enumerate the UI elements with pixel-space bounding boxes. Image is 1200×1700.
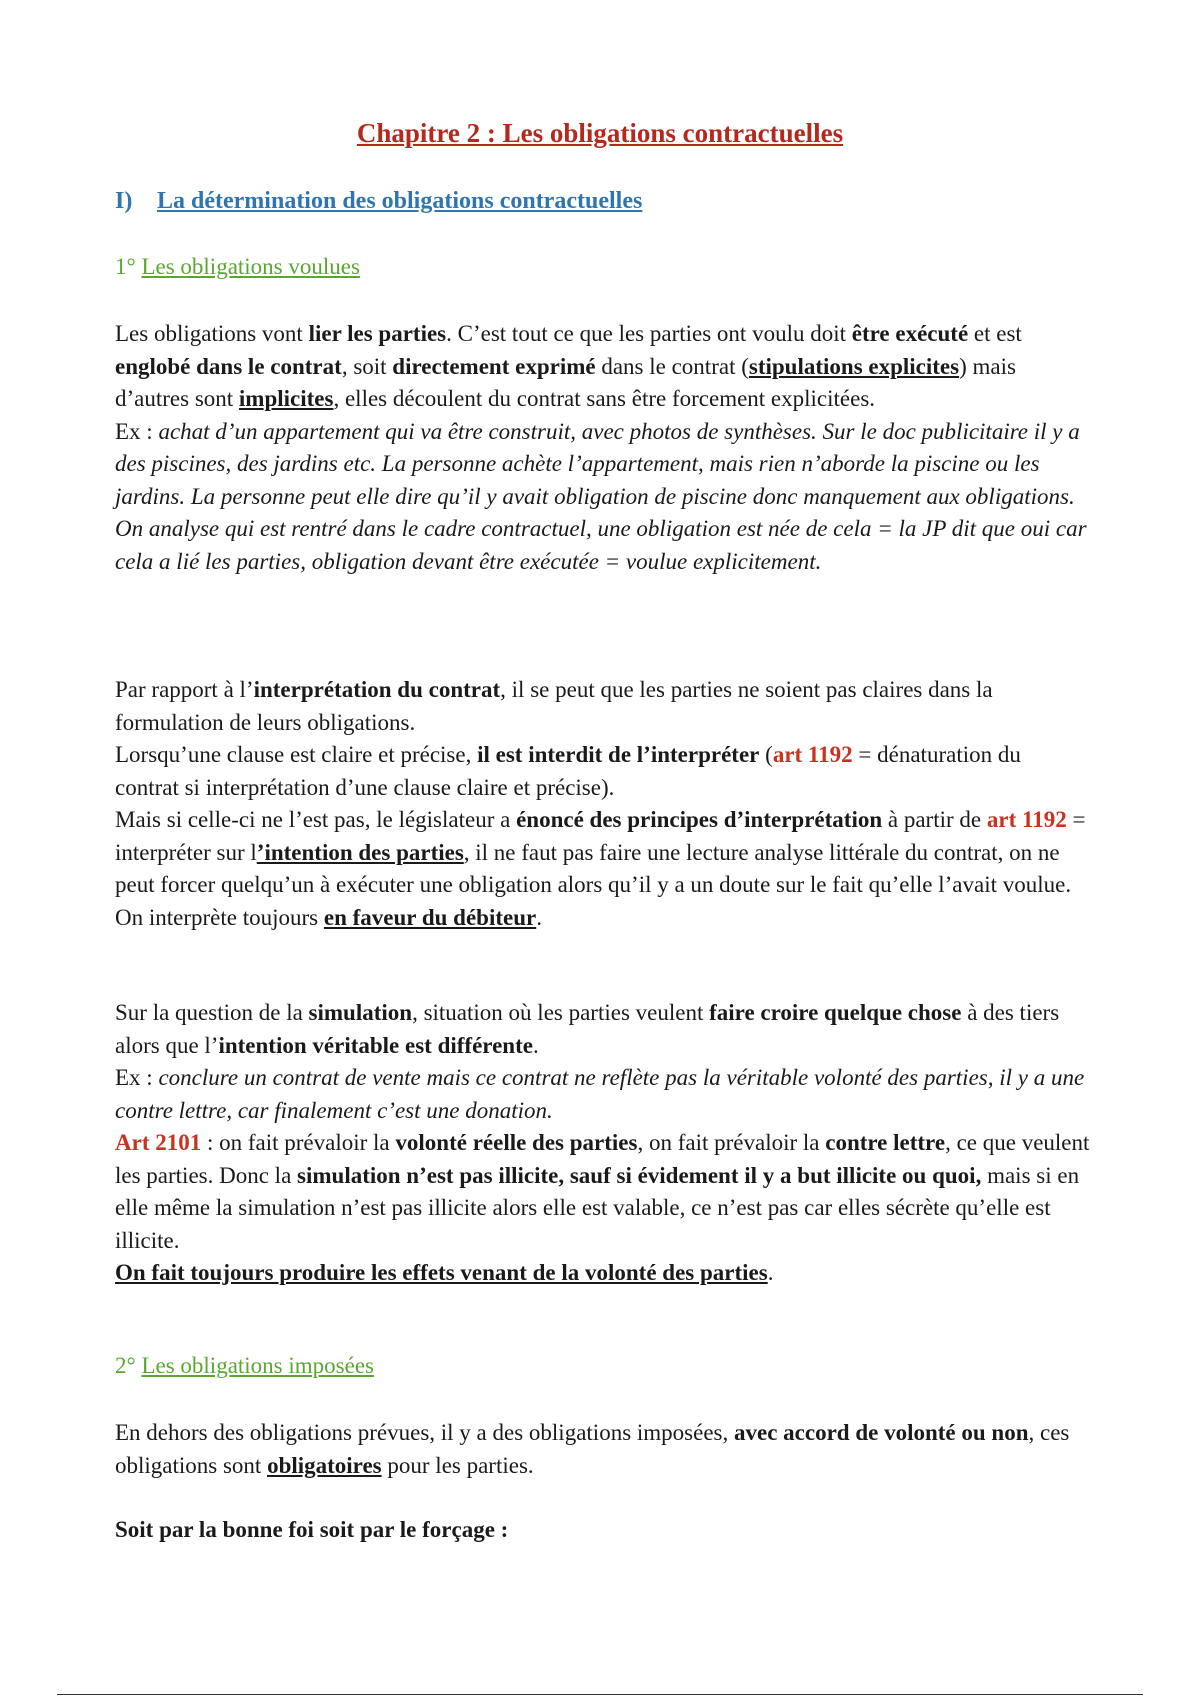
- article-reference: art 1192: [772, 742, 853, 767]
- subsection-number: 1°: [115, 254, 136, 279]
- text-paragraph: On fait toujours produire les effets venant de la volonté des parties.: [115, 1260, 774, 1285]
- text-paragraph: Mais si celle-ci ne l’est pas, le législateur a énoncé des principes d’interprétation à partir de art 1192 = interpréter sur l’intention des parties, il ne faut pas faire une lecture analyse littérale du contrat, on ne peut forcer quelqu’un à exécuter une obligation alors qu’il y a un doute sur le fait qu’elle l’avait voulue.: [115, 807, 1086, 897]
- section-heading: [115, 188, 642, 215]
- text-paragraph: Les obligations vont lier les parties. C’est tout ce que les parties ont voulu doit être exécuté et est englobé dans le contrat, soit directement exprimé dans le contrat (stipulations explicites) mais d’autres sont implicites, elles découlent du contrat sans être forcement explicitées.: [115, 321, 1022, 411]
- text-paragraph: En dehors des obligations prévues, il y a des obligations imposées, avec accord de volonté ou non, ces obligations sont obligatoires pour les parties.: [115, 1420, 1070, 1478]
- paragraph-obligations-imposees: [115, 1417, 1090, 1482]
- text-paragraph: Art 2101 : on fait prévaloir la volonté réelle des parties, on fait prévaloir la contre lettre, ce que veulent les parties. Donc la simulation n’est pas illicite, sauf si évidement il y a but illicite ou quoi, mais si en elle même la simulation n’est pas illicite alors elle est valable, ce n’est pas car elles sécrète qu’elle est illicite.: [115, 1130, 1090, 1253]
- footer-divider: [57, 1694, 1143, 1695]
- paragraph-bonne-foi: [115, 1514, 1090, 1547]
- text-paragraph: On interprète toujours en faveur du débiteur.: [115, 904, 542, 930]
- subsection-title: Les obligations imposées: [141, 1353, 374, 1378]
- subsection-title: Les obligations voulues: [141, 254, 360, 279]
- subsection-number: 2°: [115, 1353, 136, 1378]
- subsection-heading-2: [115, 1353, 374, 1379]
- section-number: I): [115, 188, 133, 214]
- text-paragraph: Sur la question de la simulation, situation où les parties veulent faire croire quelque chose à des tiers alors que l’intention véritable est différente.: [115, 1000, 1060, 1058]
- paragraph-simulation: [115, 997, 1090, 1290]
- article-reference: art 1192: [986, 807, 1067, 832]
- example-paragraph: Ex : achat d’un appartement qui va être construit, avec photos de synthèses. Sur le doc publicitaire il y a des piscines, des jardins etc. La personne achète l’appartement, mais rien n’aborde la piscine ou les jardins. La personne peut elle dire qu’il y avait obligation de piscine donc manquement aux obligations. On analyse qui est rentré dans le cadre contractuel, une obligation est née de cela = la JP dit que oui car cela a lié les parties, obligation devant être exécutée = voulue explicitement.: [115, 418, 1087, 574]
- section-title: La détermination des obligations contractuelles: [157, 188, 643, 214]
- text-paragraph: Soit par la bonne foi soit par le forçage :: [115, 1517, 509, 1542]
- subsection-heading-1: [115, 254, 360, 280]
- chapter-title: Chapitre 2 : Les obligations contractuelles: [356, 118, 844, 148]
- paragraph-interpretation: [115, 674, 1090, 934]
- example-paragraph: Ex : conclure un contrat de vente mais ce contrat ne reflète pas la véritable volonté des parties, il y a une contre lettre, car finalement c’est une donation.: [115, 1065, 1085, 1123]
- text-paragraph: Lorsqu’une clause est claire et précise, il est interdit de l’interpréter (art 1192 = dénaturation du contrat si interprétation d’une clause claire et précise).: [115, 742, 1021, 800]
- text-paragraph: Par rapport à l’interprétation du contrat, il se peut que les parties ne soient pas claires dans la formulation de leurs obligations.: [115, 677, 993, 735]
- paragraph-obligations-voulues: [115, 318, 1090, 578]
- article-reference: Art 2101: [115, 1130, 202, 1155]
